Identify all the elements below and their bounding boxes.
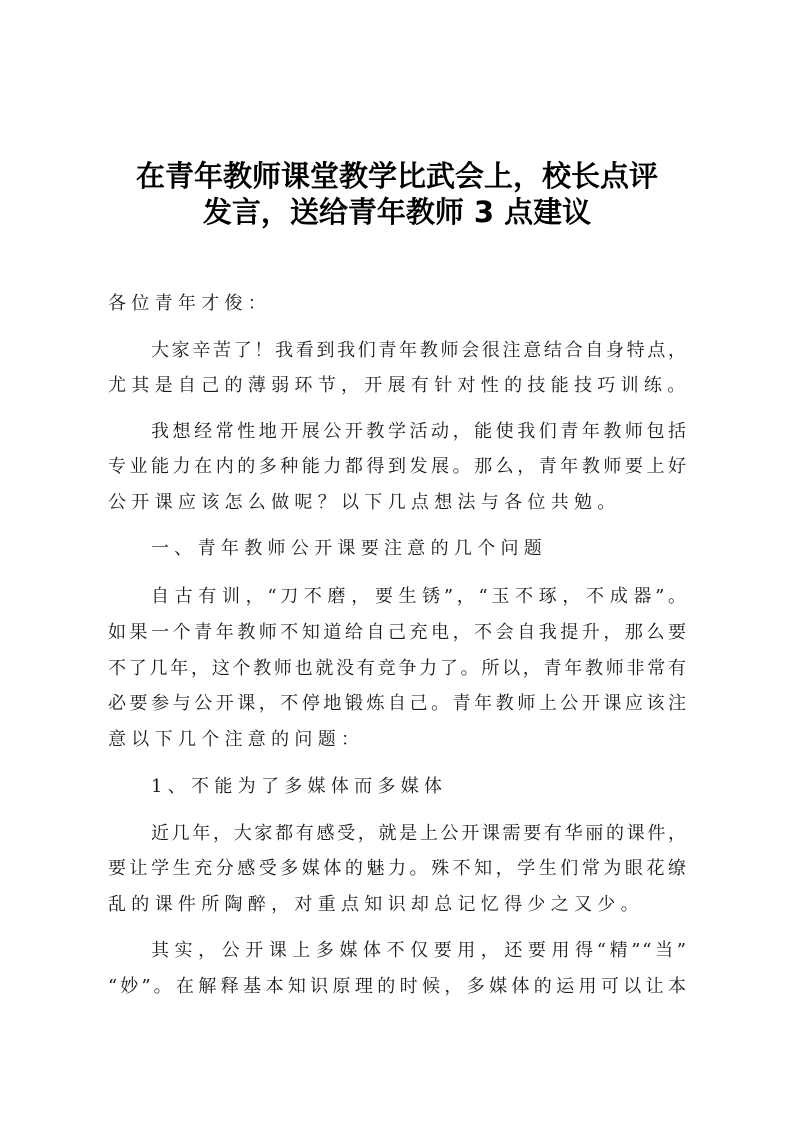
paragraph-line: 一、青年教师公开课要注意的几个问题 — [151, 538, 548, 559]
paragraph-line: 其 实 ， 公 开 课 上 多 媒 体 不 仅 要 用 ， 还 要 用 得 “ 精 ” “ 当 ” — [151, 940, 686, 961]
paragraph-line: 要 让 学 生 充 分 感 受 多 媒 体 的 魅 力 。 殊 不 知 ， 学 生 们 常 为 眼 花 缭 — [108, 858, 686, 879]
paragraph-line: 我 想 经 常 性 地 开 展 公 开 教 学 活 动 ， 能 使 我 们 青 年 教 师 包 括 — [151, 421, 686, 442]
paragraph-line: 意以下几个注意的问题： — [108, 729, 365, 750]
paragraph-line: 公开课应该怎么做呢？以下几点想法与各位共勉。 — [108, 492, 621, 513]
paragraph-line: 必 要 参 与 公 开 课 ， 不 停 地 锻 炼 自 己 。 青 年 教 师 上 公 开 课 应 该 注 — [108, 693, 686, 714]
document-title-line-1: 在青年教师课堂教学比武会上，校长点评 — [135, 159, 658, 193]
paragraph-line: 近 几 年 ， 大 家 都 有 感 受 ， 就 是 上 公 开 课 需 要 有 华 丽 的 课 件 ， — [151, 823, 686, 844]
document-title-line-2: 发言，送给青年教师 3 点建议 — [202, 195, 592, 229]
paragraph-line: 乱的课件所陶醉，对重点知识却总记忆得少之又少。 — [108, 894, 644, 915]
paragraph-line: 尤其是自己的薄弱环节，开展有针对性的技能技巧训练。 — [108, 375, 691, 396]
paragraph-line: 各位青年才俊： — [108, 293, 272, 314]
paragraph-line: 如 果 一 个 青 年 教 师 不 知 道 给 自 己 充 电 ， 不 会 自 我 提 升 ， 那 么 要 — [108, 622, 686, 643]
paragraph-line: “ 妙 ” 。 在 解 释 基 本 知 识 原 理 的 时 候 ， 多 媒 体 的 运 用 可 以 让 本 — [108, 976, 686, 997]
paragraph-line: 1、不能为了多媒体而多媒体 — [151, 776, 448, 797]
paragraph-line: 大 家 辛 苦 了 ！ 我 看 到 我 们 青 年 教 师 会 很 注 意 结 合 自 身 特 点 ， — [151, 340, 686, 361]
paragraph-line: 自 古 有 训 ， “ 刀 不 磨 ， 要 生 锈 ” ， “ 玉 不 琢 ， 不 成 器 ” 。 — [151, 586, 686, 607]
paragraph-line: 专 业 能 力 在 内 的 多 种 能 力 都 得 到 发 展 。 那 么 ， 青 年 教 师 要 上 好 — [108, 456, 686, 477]
paragraph-line: 不 了 几 年 ， 这 个 教 师 也 就 没 有 竞 争 力 了 。 所 以 ， 青 年 教 师 非 常 有 — [108, 658, 686, 679]
